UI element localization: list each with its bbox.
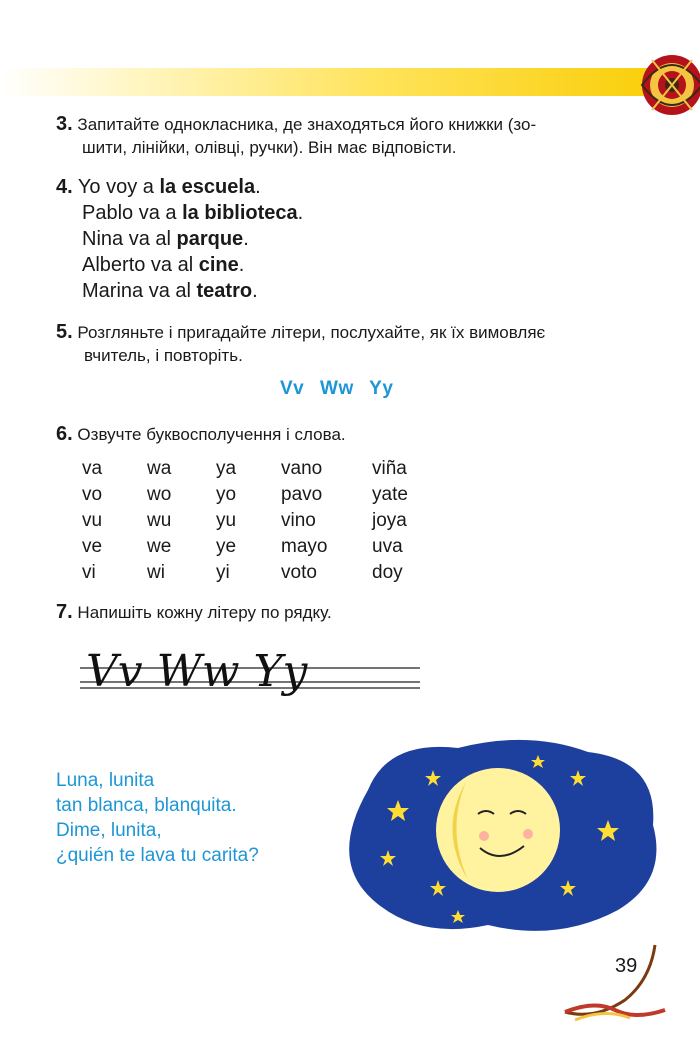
sentence-pre: Yo voy a <box>77 176 160 198</box>
exercise-4-sentence <box>56 278 303 304</box>
exercise-4-number: 4. <box>56 176 73 198</box>
letters-vv-ww-yy: Vv Ww Yy <box>280 378 394 399</box>
syllable-cell: we <box>147 536 172 557</box>
exercise-5-line-2: вчитель, і повторіть. <box>84 346 243 365</box>
sentence-place: parque <box>176 228 244 250</box>
exercise-3-line-1 <box>56 112 536 137</box>
moon-illustration <box>328 730 668 940</box>
syllable-table <box>82 456 408 586</box>
syllable-cell: vi <box>82 562 96 583</box>
exercise-3-line-2: шити, лінійки, олівці, ручки). Він має відповісти. <box>82 138 457 157</box>
sentence-place: teatro <box>196 280 253 302</box>
sentence-pre: Pablo va a <box>82 202 183 224</box>
word-cell: yate <box>372 484 408 505</box>
table-row <box>82 456 408 482</box>
sentence-pre: Nina va al <box>82 228 177 250</box>
sentence-pre: Alberto va al <box>82 254 199 276</box>
syllable-cell: yu <box>216 510 237 531</box>
sentence-place: la escuela <box>159 176 256 198</box>
word-cell: voto <box>281 562 317 583</box>
syllable-cell: wo <box>147 484 172 505</box>
syllable-cell: vu <box>82 510 103 531</box>
exercise-6-instruction: Озвучте буквосполучення і слова. <box>77 425 346 444</box>
syllable-cell: yi <box>216 562 230 583</box>
syllable-cell: wu <box>147 510 172 531</box>
header-band <box>0 68 690 96</box>
exercise-7-number: 7. <box>56 601 73 623</box>
syllable-cell: vo <box>82 484 103 505</box>
word-cell: uva <box>372 536 403 557</box>
sentence-place: la biblioteca <box>182 202 298 224</box>
word-cell: doy <box>372 562 403 583</box>
exercise-4-sentence <box>56 252 303 278</box>
exercise-7-instruction: Напишіть кожну літеру по рядку. <box>77 603 332 622</box>
exercise-4-sentence <box>56 174 303 200</box>
page-number: 39 <box>615 955 638 977</box>
syllable-cell: wi <box>147 562 165 583</box>
sentence-place: cine <box>198 254 239 276</box>
syllable-cell: yo <box>216 484 237 505</box>
exercise-5-text-1: Розгляньте і пригадайте літери, послухайте, як їх вимовляє <box>77 323 546 342</box>
syllable-cell: wa <box>147 458 172 479</box>
exercise-5-number: 5. <box>56 321 73 343</box>
sentence-post: . <box>238 254 245 276</box>
exercise-7-line <box>56 600 332 625</box>
sentence-pre: Marina va al <box>82 280 197 302</box>
table-row <box>82 560 408 586</box>
table-row <box>82 508 408 534</box>
exercise-3-text-1: Запитайте однокласника, де знаходяться його книжки (зо- <box>77 115 537 134</box>
exercise-6-number: 6. <box>56 423 73 445</box>
poem-line: Luna, lunita <box>56 770 155 791</box>
syllable-cell: va <box>82 458 103 479</box>
sentence-post: . <box>252 280 258 302</box>
word-cell: joya <box>372 510 407 531</box>
poem-line: tan blanca, blanquita. <box>56 795 237 816</box>
table-row <box>82 534 408 560</box>
table-row <box>82 482 408 508</box>
poem-line: Dime, lunita, <box>56 820 162 841</box>
cursive-letters: Vv Ww Yy <box>86 646 308 697</box>
corner-flourish-icon <box>555 940 675 1030</box>
poem-line: ¿quién te lava tu carita? <box>56 845 259 866</box>
exercise-5-line-1 <box>56 320 545 345</box>
syllable-cell: ve <box>82 536 103 557</box>
sentence-post: . <box>297 202 304 224</box>
word-cell: vino <box>281 510 316 531</box>
exercise-6-line <box>56 422 346 447</box>
exercise-4-sentence <box>56 226 303 252</box>
poem <box>56 768 259 868</box>
exercise-3-number: 3. <box>56 113 73 135</box>
word-cell: viña <box>372 458 407 479</box>
handwriting-practice <box>80 638 420 718</box>
corner-ornament-icon <box>632 40 700 130</box>
word-cell: vano <box>281 458 323 479</box>
exercise-4 <box>56 174 303 304</box>
sentence-post: . <box>255 176 261 198</box>
exercise-4-sentence <box>56 200 303 226</box>
sentence-post: . <box>243 228 249 250</box>
syllable-cell: ye <box>216 536 237 557</box>
syllable-cell: ya <box>216 458 237 479</box>
word-cell: pavo <box>281 484 323 505</box>
word-cell: mayo <box>281 536 328 557</box>
